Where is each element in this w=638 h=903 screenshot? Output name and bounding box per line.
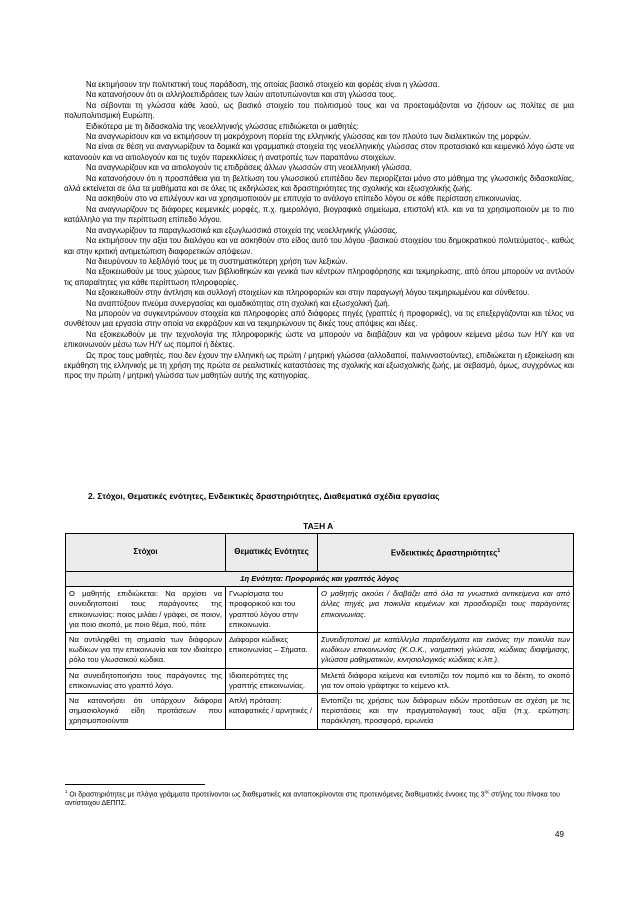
paragraph: Να εκτιμήσουν την αξία του διαλόγου και να ασκηθούν στο είδος αυτό του λόγου -βασικού στοιχείου του δημοκρατικού πολιτεύματος-, καθώς και στην κριτική αντιμετώπιση διαφορετικών απόψεων. [64,236,574,256]
unit-cell: Απλή πρόταση: καταφατικές / αρνητικές / [226,694,318,730]
paragraph: Να ασκηθούν στο να επιλέγουν και να χρησιμοποιούν με επιτυχία το ανάλογο επίπεδο λόγου σε κάθε περίσταση επικοινωνίας. [86,194,522,204]
class-title-text: ΤΑΞΗ Α [303,521,334,531]
goal-cell: Ο μαθητής επιδιώκεται: Να αρχίσει να συνειδητοποιεί τους παράγοντες της επικοινωνίας: ποιος μιλάει / γράφει, σε ποιον, για ποιο σκοπό, με ποιο θέμα, πού, πότε [66,587,226,633]
unit-cell: Γνωρίσματα του προφορικού και του γραπτού λόγου στην επικοινωνία. [226,587,318,633]
page-number: 49 [555,830,564,839]
paragraph: Να εξοικειωθούν με τους χώρους των βιβλιοθηκών και γενικά των κέντρων πληροφόρησης και τεκμηρίωσης, από όπου μπορούν να αντλούν τις απαραίτητες για κάθε περίπτωση πληροφορίες. [64,267,574,287]
footnote-text: Οι δραστηριότητες με πλάγια γράμματα προτείνονται ως διαθεματικές και ανταποκρίνονται στις προτεινόμενες διαθεματικές έννοιες της 3 [67,791,485,799]
paragraph: Ειδικότερα με τη διδασκαλία της νεοελληνικής γλώσσας επιδιώκεται οι μαθητές: [86,121,359,131]
header-goals: Στόχοι [66,534,226,572]
activity-cell: Μελετά διάφορα κείμενα και εντοπίζει τον πομπό και το δέκτη, το σκοπό για τον οποίο γράφτηκε το κείμενο κτλ. [318,668,574,693]
footnote-number: 1 [65,789,68,794]
table-row [66,694,574,730]
paragraph: Να κατανοήσουν ότι οι αλληλοεπιδράσεις των λαών αποτυπώνονται και στη γλώσσα τους. [86,90,397,100]
activity-cell: Ο μαθητής ακούει / διαβάζει από όλα τα γνωστικά αντικείμενα και από άλλες πηγές μια ποικιλία κειμένων και προσδιορίζει τους παράγοντες επικοινωνίας. [318,587,574,633]
activity-cell: Συνειδητοποιεί με κατάλληλα παραδείγματα και εικόνες την ποικιλία των κωδίκων επικοινωνίας (Κ.Ο.Κ., νοηματική γλώσσα, κώδικας διαφήμισης, γλώσσα μαθηματικών, κινησιολογικός κώδικας κ.λπ.). [318,633,574,669]
paragraph: Να μπορούν να συγκεντρώνουν στοιχεία και πληροφορίες από διάφορες πηγές (γραπτές ή προφορικές), να τις επεξεργάζονται και τέλος να συνθέτουν μια εργασία στην οποία να εκφράζουν και να τεκμηριώνουν τις δικές τους απόψεις και ιδέες. [64,308,574,329]
unit-heading: 1η Ενότητα: Προφορικός και γραπτός λόγος [66,572,574,587]
paragraph: Να κατανοήσουν ότι η προσπάθεια για τη βελτίωση του γλωσσικού επιπέδου δεν περιορίζεται μόνο στο μάθημα της γλωσσικής διδασκαλίας, αλλά εκτείνεται σε όλα τα μαθήματα και σε όλες τις εκδηλώσεις και δραστηριότητες της σχολικής και εξωσχολικής ζωής. [64,173,574,194]
class-title-mark: ΄ [333,521,335,528]
table-header-row [66,534,574,572]
curriculum-table [65,533,574,730]
unit-cell: Ιδιαιτερότητες της γραπτής επικοινωνίας. [226,668,318,693]
table-row [66,633,574,669]
paragraph: Να αναγνωρίζουν και να αιτιολογούν τις επιδράσεις άλλων γλωσσών στη νεοελληνική γλώσσα. [86,163,412,173]
unit-heading-row [66,572,574,587]
table-row [66,587,574,633]
footnote-ref: 1 [497,548,501,555]
paragraph: Να εξοικειωθούν με την τεχνολογία της πληροφορικής ώστε να μπορούν να διαβάζουν και να γράφουν κείμενα μέσω των Η/Υ και να επικοινωνούν μέσω των Η/Υ ως πομποί ή δέκτες. [64,329,574,350]
goal-cell: Να κατανοήσει ότι υπάρχουν διάφορα σημασιολογικά είδη προτάσεων που χρησιμοποιούνται [66,694,226,730]
body-text [64,80,574,382]
paragraph: Να είναι σε θέση να αναγνωρίζουν τα δομικά και γραμματικά στοιχεία της νεοελληνικής γλώσσας στον προτασιακό και κειμενικό λόγο ώστε να κατανοούν και να αιτιολογούν και τις τυχόν παρεκκλίσεις ή ανατροπές των παραπάνω στοιχείων. [64,142,574,162]
paragraph: Να αναπτύξουν πνεύμα συνεργασίας και ομαδικότητας στη σχολική και εξωσχολική ζωή. [86,298,390,308]
footnote [65,787,575,808]
table-row [66,668,574,693]
paragraph: Να εξοικειωθούν στην άντληση και συλλογή στοιχείων και πληροφοριών και στην παραγωγή λόγου τεκμηριωμένου και σύνθετου. [86,288,530,298]
paragraph: Να εκτιμήσουν την πολιτιστική τους παράδοση, της οποίας βασικό στοιχείο και φορέας είναι η γλώσσα. [86,80,440,89]
header-units: Θεματικές Ενότητες [226,534,318,572]
paragraph: Να αναγνωρίζουν τις διάφορες κειμενικές μορφές, π.χ. ημερολόγιο, βιογραφικό σημείωμα, επιστολή κτλ. και να τα χρησιμοποιούν με το πιο κατάλληλο για την περίπτωση επίπεδο λόγου. [64,204,574,225]
unit-cell: Διάφοροι κώδικες επικοινωνίας – Σήματα. [226,633,318,669]
goal-cell: Να συνειδητοποιήσει τους παράγοντες της επικοινωνίας στο γραπτό λόγο. [66,668,226,693]
paragraph: Να διευρύνουν το λεξιλόγιό τους με τη συστηματικότερη χρήση των λεξικών. [86,256,348,266]
footnote-text-end: στήλης του πίνακα του αντίστοιχου ΔΕΠΠΣ. [65,791,560,808]
class-title [0,521,638,531]
activity-cell: Εντοπίζει τις χρήσεις των διάφορων ειδών προτάσεων σε σχέση με τις περιστάσεις και την πραγματολογική τους αξία (π.χ. ερώτηση: παράκληση, προσφορά, ειρωνεία [318,694,574,730]
paragraph: Να σέβονται τη γλώσσα κάθε λαού, ως βασικό στοιχείο του πολιτισμού τους και να προετοιμάζονται να ζήσουν ως πολίτες σε μια πολυπολιτισμική Ευρώπη. [64,100,574,121]
goal-cell: Να αντιληφθεί τη σημασία των διάφορων κωδίκων για την επικοινωνία και τον ιδιαίτερο ρόλο του γλωσσικού κώδικα. [66,633,226,669]
paragraph: Να αναγνωρίζουν τα παραγλωσσικά και εξωγλωσσικά στοιχεία της νεοελληνικής γλώσσας. [86,225,398,235]
header-activities-label: Ενδεικτικές Δραστηριότητες [390,548,498,558]
section-heading: 2. Στόχοι, Θεματικές ενότητες, Ενδεικτικές δραστηριότητες, Διαθεματικά σχέδια εργασίας [88,491,440,501]
footnote-divider [65,784,205,785]
header-activities [318,534,574,572]
footnote-ordinal: ης [484,789,490,794]
paragraph: Ως προς τους μαθητές, που δεν έχουν την ελληνική ως πρώτη / μητρική γλώσσα (αλλοδαποί, παλιννοστούντες), επιδιώκεται η εξοικείωση και εκμάθηση της ελληνικής με τη χρήση της πρώτα σε ρεαλιστικές καταστάσεις της σχολικής και εξωσχολικής ζωής, με σεβασμό, όμως, συγχρόνως και προς την πρώτη / μητρική γλώσσα των μαθητών αυτής της κατηγορίας. [64,350,574,381]
paragraph: Να αναγνωρίσουν και να εκτιμήσουν τη μακρόχρονη πορεία της ελληνικής γλώσσας και τον πλούτο των διαλεκτικών της μορφών. [86,132,532,142]
